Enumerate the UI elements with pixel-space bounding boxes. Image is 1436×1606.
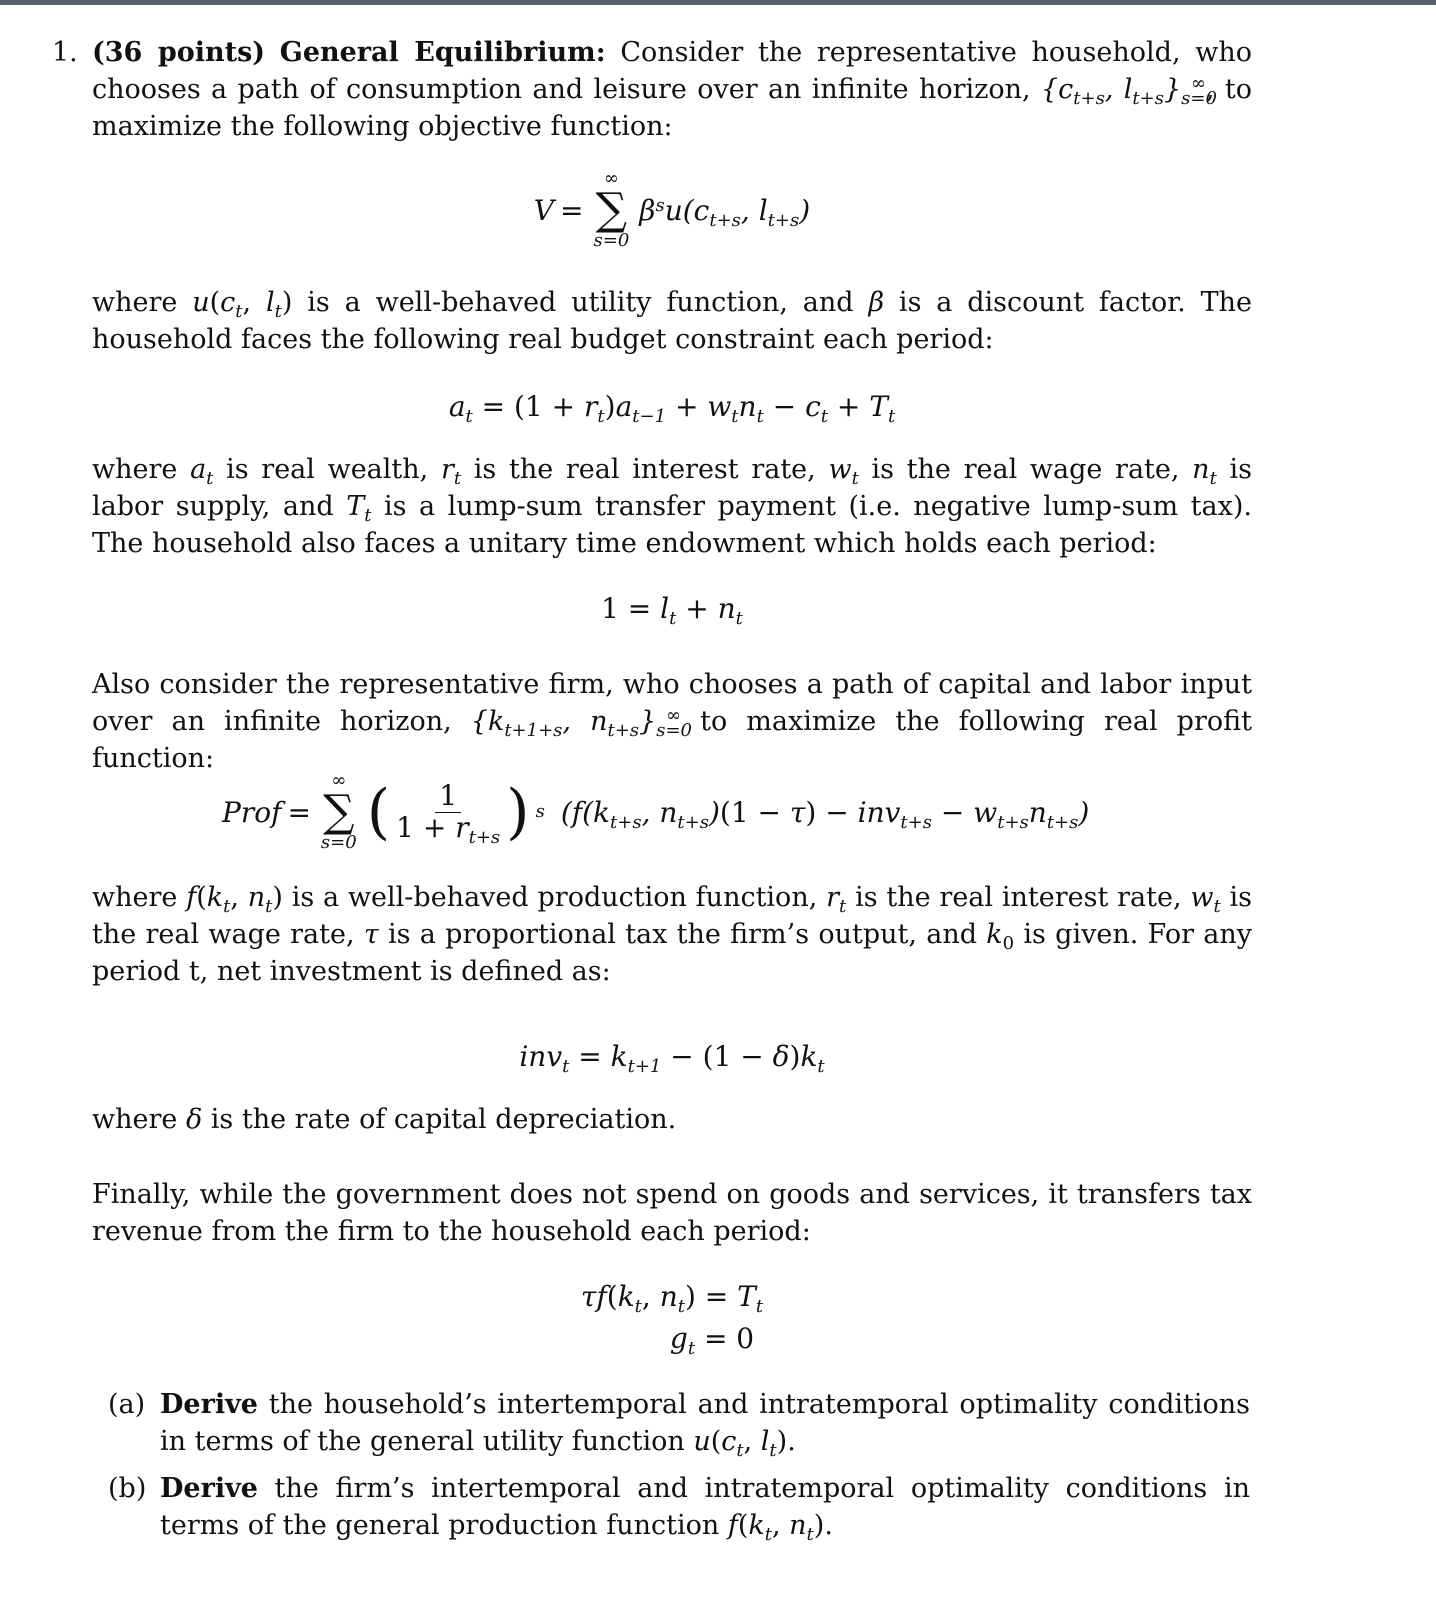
variables-paragraph: where $a_t$ is real wealth, $r_t$ is the real interest rate, $w_t$ is the real wage rate, $n_t$ is labor supply, and $T_t$ is a lump-sum transfer payment (i.e. negative lump-sum tax). The household also faces a unitary time endowment which holds each period: — [92, 454, 1252, 559]
question-number: 1. — [52, 37, 78, 68]
budget-constraint-equation: $a_t = (1 + r_t)a_{t-1} + w_tn_t - c_t + T_t$ — [448, 390, 896, 427]
para7-text: Finally, while the government does not spend on goods and services, it transfers tax revenue from the firm to the household each period: — [92, 1179, 1252, 1247]
government-transfer-equation: $\tau f(k_t$, $n_t) = T_t$ — [580, 1280, 764, 1317]
part-b-label: (b) — [108, 1473, 147, 1504]
utility-paragraph — [92, 284, 1252, 358]
points-label: (36 points) — [92, 37, 266, 68]
intro-text-a: Consider the representative household, who chooses a path of consumption and leisure over an infinite horizon, — [92, 37, 1252, 105]
part-b-text: Derive the firm’s intertemporal and intratemporal optimality conditions in terms of the general production function $f(k_t$, $n_t$). — [160, 1473, 1250, 1545]
part-a-verb: Derive — [160, 1389, 258, 1420]
part-a-label: (a) — [108, 1389, 146, 1420]
intro-text-b: , to maximize the following objective function: — [92, 74, 1252, 142]
production-paragraph: where $f(k_t$, $n_t$) is a well-behaved production function, $r_t$ is the real interest rate, $w_t$ is the real wage rate, τ is a proportional tax the firm’s output, and $k_0$ is given. For any period t, net investment is defined as: — [92, 882, 1253, 987]
government-spending-equation: $g_t = 0$ — [669, 1322, 755, 1359]
part-b-verb: Derive — [160, 1473, 258, 1504]
firm-paragraph: Also consider the representative firm, who chooses a path of capital and labor input over an infinite horizon, {$k_{t+1+s}$, $n_{t+s}\}_{s=0}^\infty$ to maximize the following real profit function: — [92, 669, 1252, 774]
utility-text: where $u(c_t$, $l_t$) is a well-behaved utility function, and β is a discount factor. The household faces the following real budget constraint each period: — [92, 287, 1252, 355]
question-title: General Equilibrium: — [279, 37, 606, 68]
household-objective-equation: V = ∞ ∑ s=0 $\beta^su(c_{t+s}$, $l_{t+s}$) — [533, 168, 811, 251]
top-border — [0, 0, 1436, 5]
time-endowment-equation: $1 = l_t + n_t$ — [601, 592, 743, 629]
profit-function-equation: Prof = ∞ ∑ s=0 ( $\frac{1}{1 + r_{t+s}}$ ) s ($f(k_{t+s}$, $n_{t+s})(1 - \tau) - inv_{t+s} - w_{t+s}n_{t+s}$) — [222, 770, 1090, 853]
depreciation-paragraph: where δ is the rate of capital depreciation. — [92, 1104, 677, 1135]
investment-equation: $inv_t = k_{t+1} - (1 - \delta)k_t$ — [519, 1040, 825, 1077]
part-a-text: Derive the household’s intertemporal and intratemporal optimality conditions in terms of the general utility function $u(c_t$, $l_t$). — [160, 1389, 1250, 1461]
household-choice-set: {$c_{t+s}$, $l_{t+s}\}_{s=0}^\infty$ — [1040, 73, 1217, 109]
intro-paragraph — [92, 34, 1252, 145]
